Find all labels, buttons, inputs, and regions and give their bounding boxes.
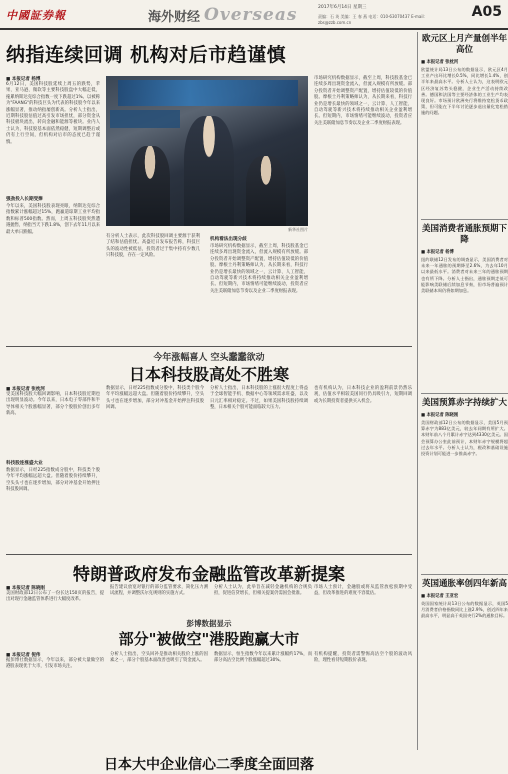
main-column — [0, 32, 415, 773]
article3-reporter: ■ 本报记者 陈晓刚 — [6, 585, 104, 591]
article2-reporter: ■ 本报记者 张枕河 — [6, 386, 100, 392]
article3-column-4 — [314, 585, 412, 617]
story2-text: 纽约联储12日发布的调查显示，美国消费者对未来一年通胀的预期降至2.6%，为去年10月以来最低水平。消费者对未来三年的通胀预期也有所下降。分析人士指出，通胀预期走低可能影响美联储后续加息节奏，但市场普遍预计美联储本周仍将如期加息。 — [421, 257, 508, 294]
article1-text-5: 市场研究机构数据显示，截至上周，科技股基金已连续多周出现资金流入，但流入规模有所放缓。部分投资者开始调整资产配置，增持估值较低的价值股。摩根士丹利策略师认为，从长期来看，科技行业仍是增长最快的领域之一，云计算、人工智能、自动驾驶等新兴技术将持续推动相关企业盈利增长。但短期内，市场情绪可能继续波动，投资者应关注美联储加息节奏以及企业二季度财报表现。 — [314, 76, 412, 126]
section-title — [148, 4, 297, 26]
article1-text-3: 有分析人士表示，此次科技股回调主要源于获利了结和估值担忧。高盛近日发布报告称，科技巨头的波动性被低估，投资者过于集中持有少数几只科技股，存在一定风险。 — [106, 234, 200, 259]
story2-title: 美国消费者通胀预期下降 — [421, 224, 507, 245]
article2-text-1: 受美国科技股大幅回调影响，日本科技股近期也出现明显波动。今年以来，日本电子零部件和半导体相关个股涨幅显著，部分个股股价创出多年新高。 — [6, 392, 100, 417]
photo-trader — [130, 146, 170, 226]
article4-text-3: 数据显示，恒生指数今年以来累计涨幅约17%，而部分高沽空比例个股涨幅超过30%。 — [214, 652, 312, 664]
story-divider — [421, 574, 508, 575]
article1-headline: 纳指连续回调 机构对后市趋谨慎 — [6, 44, 287, 66]
article1-column-3 — [210, 234, 308, 344]
article3-text-4: 市场人士预计，金融股或将从监管放松预期中受益，但改革推进的难度不容低估。 — [314, 585, 412, 597]
article4-text-1: 据彭博社数据显示，今年以来，部分被大量做空的港股表现优于大市，引发市场关注。 — [6, 658, 104, 670]
article4-column-2 — [110, 652, 208, 750]
article1-column-1 — [6, 76, 100, 344]
article4-column-1 — [6, 652, 104, 750]
story4-reporter: ■ 本报记者 王亚宏 — [421, 593, 508, 599]
story-divider — [421, 393, 508, 394]
section-divider — [6, 554, 412, 555]
article2-text-2: 数据显示，日经225指数成分股中，科技类个股今年平均涨幅远超大盘。但随着股价持续攀升，空头头寸也在逐步增加，部分对冲基金开始押注科技股回调。 — [6, 468, 100, 493]
article1-text-2: 今年以来，美国科技股表现亮眼，纳斯达克综合指数累计涨幅超过15%，跑赢道琼斯工业平均指数和标普500指数。然而，上周五科技股突然遭遇抛售，纳指当天下跌1.8%，创下去年11月以来最大单日跌幅。 — [6, 204, 100, 235]
news-photo — [106, 76, 308, 226]
article1-subhead-2: 机构看法出现分歧 — [210, 237, 247, 242]
story3-reporter: ■ 本报记者 陈晓刚 — [421, 412, 508, 418]
article1-reporter: ■ 本报记者 杨博 — [6, 76, 100, 82]
article4-kicker: 彭博数据显示 — [186, 619, 232, 628]
article3-column-3 — [214, 585, 312, 617]
article2-subhead: 科技股连涨盛大业 — [6, 461, 43, 466]
article1-column-4 — [314, 76, 412, 344]
article2-column-3 — [210, 386, 308, 546]
photo-caption: 新华社图片 — [288, 227, 308, 232]
article3-body — [6, 585, 412, 615]
article2-text-4: 分析人士指出，日本科技股的上涨很大程度上得益于全球智能手机、数据中心等领域需求旺盛，以及日元汇率相对稳定。不过，如果美国科技股持续调整，日本相关个股可能面临较大压力。 — [210, 386, 308, 411]
photo-display-board-small — [110, 110, 180, 128]
article4-text-4: 有机构提醒，投资者需警惕高沽空个股的波动风险，理性看待短期股价表现。 — [314, 652, 412, 664]
article1-column-2 — [106, 234, 200, 344]
photo-display-board — [118, 80, 298, 106]
article1-text-4: 市场研究机构数据显示，截至上周，科技股基金已连续多周出现资金流入，但流入规模有所放缓。部分投资者开始调整资产配置，增持估值较低的价值股。摩根士丹利策略师认为，从长期来看，科技行业仍是增长最快的领域之一，云计算、人工智能、自动驾驶等新兴技术将持续推动相关企业盈利增长。但短期内，市场情绪可能继续波动，投资者应关注美联储加息节奏以及企业二季度财报表现。 — [210, 244, 308, 294]
story3-title: 美国预算赤字持续扩大 — [421, 398, 507, 408]
story1-title: 欧元区上月产量创半年高位 — [421, 34, 507, 55]
story4-title: 英国通胀率创四年新高 — [421, 579, 507, 589]
story-divider — [421, 219, 508, 220]
article3-text-3: 分析人士认为，此举旨在减轻金融机构的合规负担，促进信贷增长，但相关提案仍需国会批准。 — [214, 585, 312, 597]
article5-headline: 日本大中企业信心二季度全面回落 — [104, 757, 314, 773]
article3-text-2: 报告建议放宽对银行的部分监管要求，简化压力测试流程，并调整沃尔克规则的实施方式。 — [110, 585, 208, 597]
article2-text-3: 数据显示，日经225指数成分股中，科技类个股今年平均涨幅远超大盘。但随着股价持续攀升，空头头寸也在逐步增加，部分对冲基金开始押注科技股回调。 — [106, 386, 204, 411]
article2-column-2 — [106, 386, 204, 546]
article3-column-2 — [110, 585, 208, 617]
story3-text: 美国财政部12日公布的数据显示，美国5月预算赤字为883亿美元，较去年同期有所扩大。本财年前八个月累计赤字达到4330亿美元。国会预算办公室此前预计，本财年赤字规模将超过去年水平。分析人士认为，税改和基础设施投资计划可能进一步推高赤字。 — [421, 420, 508, 457]
story1-reporter: ■ 本报记者 张枕河 — [421, 59, 508, 65]
article4-text-2: 分析人士指出，空头回补是推动相关股价上涨的因素之一，部分个股基本面改善也吸引了资金流入。 — [110, 652, 208, 664]
section-title-en: Overseas — [204, 5, 298, 25]
masthead — [0, 0, 508, 30]
article1-subhead-1: 强劲投入长期受捧 — [6, 197, 43, 202]
article4-reporter: ■ 本报记者 倪伟 — [6, 652, 104, 658]
issue-date: 2017年6月14日 星期三 — [318, 5, 367, 10]
article1-text-1: 6月12日，美国科技股延续上周五的跌势，苹果、亚马逊、微软等主要科技股盘中大幅走低，拖累纳斯达克综合指数一度下跌超过1%。以被称为"FAANG"的科技巨头为代表的科技股今年以来涨幅显著，推动纳指屡创新高。分析人士指出，近期科技股估值过高引发市场担忧，部分资金从科技板块流出，转向金融和能源等板块。业内人士认为，科技股基本面依然稳健，短期调整后或仍有上行空间，但机构对后市的态度已趋于谨慎。 — [6, 82, 100, 145]
article4-headline: 部分"被做空"港股跑赢大市 — [118, 630, 300, 648]
page-number: A05 — [471, 4, 502, 20]
section-title-cn: 海外财经 — [148, 9, 201, 25]
photo-trader — [246, 156, 286, 226]
article2-column-1 — [6, 386, 100, 546]
article2-headline: 日本科技股高处不胜寒 — [128, 365, 289, 384]
story4-text: 英国国家统计局13日公布的数据显示，英国5月消费者价格指数同比上涨2.9%，创近四年来最高水平，明显高于英国央行2%的通胀目标。 — [421, 601, 508, 619]
article3-headline: 特朗普政府发布金融监管改革新提案 — [73, 565, 345, 585]
article2-column-4 — [314, 386, 412, 546]
right-column — [417, 32, 508, 750]
photo-trader — [184, 116, 234, 226]
section-divider — [6, 346, 412, 347]
article2-text-5: 也有机构认为，日本科技企业的盈利前景仍然乐观，估值水平相较美国同行仍具吸引力，短期回调或为长期投资者提供买入机会。 — [314, 386, 412, 404]
article2-kicker: 今年涨幅喜人 空头蠢蠢欲动 — [153, 353, 265, 363]
article3-column-1 — [6, 585, 104, 617]
article3-text-1: 美国财政部12日公布了一份长达150页的报告，提出对现行金融监管体系进行大幅度改革。 — [6, 591, 104, 603]
story2-reporter: ■ 本报记者 杨博 — [421, 249, 508, 255]
story1-text: 欧盟统计局13日公布的数据显示，欧元区4月工业产出环比增长0.5%，同比增长1.4%，创半年来最高水平。分析人士认为，这表明欧元区经济复苏势头稳健，企业生产活动持续改善。德国和法国等主要经济体的工业生产均表现良好。市场预计欧洲央行将维持宽松货币政策，但可能在下半年讨论逐步退出量化宽松措施的问题。 — [421, 67, 508, 116]
newspaper-logo: 中國証券報 — [6, 9, 66, 22]
article4-column-3 — [214, 652, 312, 750]
editor-credits: 责编：石 英 美编：王 春 燕 电话：010-63070437 E-mail：zbs@zzb.com.cn — [318, 14, 428, 25]
article4-column-4 — [314, 652, 412, 750]
